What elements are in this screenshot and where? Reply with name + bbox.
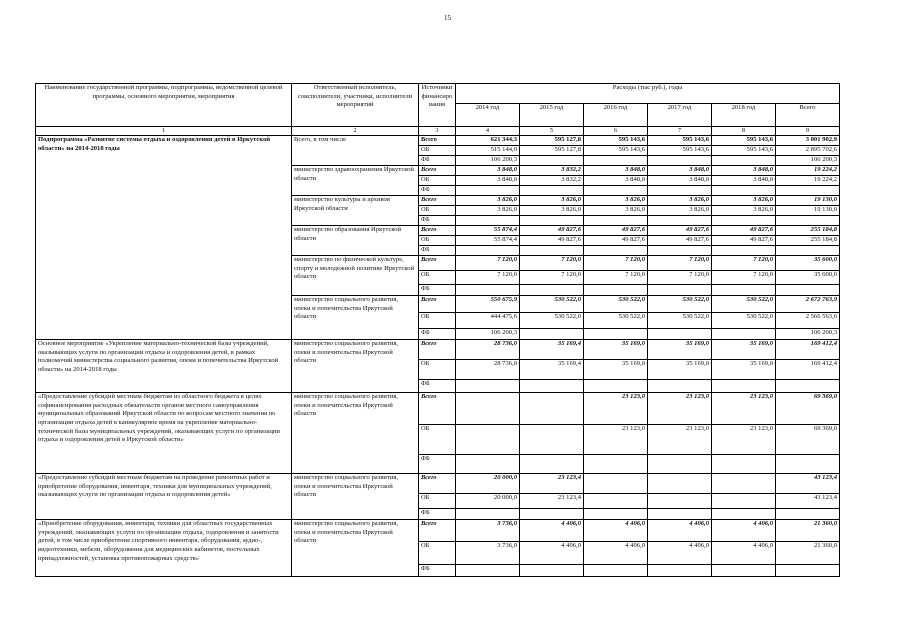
row-value — [712, 380, 776, 393]
row-value: 35 169,4 — [520, 340, 584, 360]
row-value — [456, 246, 520, 256]
row-value: 4 406,0 — [712, 520, 776, 542]
row-source: Всего — [419, 166, 456, 176]
row-value: 3 826,0 — [456, 206, 520, 216]
row-value — [648, 285, 712, 296]
row-source: ФБ — [419, 186, 456, 196]
row-value: 3 826,0 — [712, 206, 776, 216]
row-value: 3 832,2 — [520, 166, 584, 176]
row-value — [456, 186, 520, 196]
row-value: 595 143,6 — [712, 136, 776, 146]
row-responsible: министерство здравоохранения Иркутской области — [292, 166, 419, 196]
row-value — [456, 565, 520, 577]
row-value: 444 475,6 — [456, 313, 520, 329]
row-source: ОБ — [419, 206, 456, 216]
row-value: 3 826,0 — [584, 206, 648, 216]
row-value: 7 120,0 — [584, 271, 648, 285]
row-source: ОБ — [419, 176, 456, 186]
row-value: 595 143,6 — [648, 146, 712, 156]
row-value: 49 827,6 — [520, 226, 584, 236]
row-total: 19 224,2 — [776, 166, 840, 176]
row-value — [520, 156, 584, 166]
row-value: 595 143,6 — [648, 136, 712, 146]
header-source: Источники финансиро вания — [419, 84, 456, 127]
row-value: 49 827,6 — [584, 226, 648, 236]
header-year: 2016 год — [584, 104, 648, 127]
row-value — [584, 216, 648, 226]
row-value — [520, 186, 584, 196]
row-value: 49 827,6 — [648, 226, 712, 236]
row-total: 19 130,0 — [776, 196, 840, 206]
row-value: 35 169,0 — [648, 340, 712, 360]
row-value: 23 123,4 — [520, 494, 584, 509]
row-value — [648, 494, 712, 509]
row-value: 4 406,0 — [648, 542, 712, 565]
activity-name: Основное мероприятие «Укрепление материально-технической базы учреждений, оказывающих услуги по организации отдыха и оздоровления детей, в рамках полномочий министерства социального развития, опеки и попечительства Иркутской области» на 2014-2018 годы — [36, 340, 292, 393]
row-total: 21 360,0 — [776, 542, 840, 565]
row-total: 35 600,0 — [776, 256, 840, 271]
row-value — [520, 380, 584, 393]
row-source: ФБ — [419, 565, 456, 577]
row-source: ФБ — [419, 455, 456, 474]
activity-name: «Предоставление субсидий местным бюджетам из областного бюджета в целях софинансирования расходных обязательств органов местного самоуправления муниципальных образований Иркутской области по вопросам местного значения по организации отдыха детей в каникулярное время на укрепление материально-технической базы муниципальных учреждений, оказывающих услуги по организации отдыха и оздоровления детей в Иркутской области» — [36, 393, 292, 474]
row-total — [776, 246, 840, 256]
row-total — [776, 186, 840, 196]
row-value — [584, 246, 648, 256]
column-index: 6 — [584, 127, 648, 136]
row-value: 23 123,0 — [584, 425, 648, 455]
row-value: 7 120,0 — [648, 271, 712, 285]
row-value: 106 200,3 — [456, 329, 520, 340]
row-source: Всего — [419, 256, 456, 271]
row-value: 3 848,0 — [712, 176, 776, 186]
row-value — [456, 380, 520, 393]
header-year: 2018 год — [712, 104, 776, 127]
row-value: 4 406,0 — [648, 520, 712, 542]
row-source: ОБ — [419, 542, 456, 565]
column-index: 3 — [419, 127, 456, 136]
table-row — [36, 393, 840, 425]
budget-table — [35, 83, 840, 577]
row-responsible: министерство социального развития, опеки и попечительства Иркутской области — [292, 474, 419, 520]
row-source: ФБ — [419, 329, 456, 340]
row-source: ФБ — [419, 509, 456, 520]
row-source: ОБ — [419, 236, 456, 246]
row-value: 55 874,4 — [456, 236, 520, 246]
row-value: 55 874,4 — [456, 226, 520, 236]
column-index: 1 — [36, 127, 292, 136]
row-source: Всего — [419, 474, 456, 494]
column-index: 4 — [456, 127, 520, 136]
row-value: 4 406,0 — [520, 542, 584, 565]
row-total — [776, 380, 840, 393]
row-source: ОБ — [419, 313, 456, 329]
row-value: 530 522,0 — [648, 296, 712, 313]
row-value: 20 000,0 — [456, 474, 520, 494]
row-value: 49 827,6 — [648, 236, 712, 246]
row-responsible: Всего, в том числе — [292, 136, 419, 166]
row-responsible: министерство социального развития, опеки и попечительства Иркутской области — [292, 520, 419, 577]
row-value — [584, 156, 648, 166]
row-value: 515 144,0 — [456, 146, 520, 156]
row-value: 35 169,0 — [584, 360, 648, 380]
row-value: 7 120,0 — [712, 271, 776, 285]
row-value: 35 169,0 — [648, 360, 712, 380]
row-responsible: министерство социального развития, опеки и попечительства Иркутской области — [292, 340, 419, 393]
row-value: 3 826,0 — [520, 196, 584, 206]
row-value: 3 848,0 — [712, 166, 776, 176]
row-value: 35 169,0 — [712, 340, 776, 360]
row-value — [648, 380, 712, 393]
header-expenses: Расходы (тыс руб.), годы — [456, 84, 840, 104]
row-total: 69 369,0 — [776, 425, 840, 455]
row-value — [712, 156, 776, 166]
row-total: 43 123,4 — [776, 494, 840, 509]
row-value: 595 143,6 — [584, 146, 648, 156]
row-total: 69 369,0 — [776, 393, 840, 425]
row-source: Всего — [419, 393, 456, 425]
row-value: 35 169,0 — [712, 360, 776, 380]
row-value: 3 736,0 — [456, 520, 520, 542]
row-value — [648, 156, 712, 166]
row-value — [520, 393, 584, 425]
row-value: 7 120,0 — [520, 271, 584, 285]
row-value: 3 826,0 — [712, 196, 776, 206]
column-index: 5 — [520, 127, 584, 136]
row-value: 4 406,0 — [584, 542, 648, 565]
row-value: 4 406,0 — [712, 542, 776, 565]
row-value — [648, 455, 712, 474]
row-source: ОБ — [419, 360, 456, 380]
row-value — [520, 565, 584, 577]
row-value — [456, 509, 520, 520]
row-value — [584, 186, 648, 196]
row-value — [648, 474, 712, 494]
row-value — [712, 246, 776, 256]
row-value — [456, 425, 520, 455]
row-value: 49 827,6 — [520, 236, 584, 246]
page-number: 15 — [444, 14, 451, 22]
column-index: 8 — [712, 127, 776, 136]
row-source: ФБ — [419, 246, 456, 256]
row-source: ОБ — [419, 271, 456, 285]
row-value: 530 522,0 — [584, 296, 648, 313]
row-value — [712, 285, 776, 296]
row-value — [648, 246, 712, 256]
row-value: 7 120,0 — [712, 256, 776, 271]
row-source: Всего — [419, 296, 456, 313]
row-value — [520, 216, 584, 226]
row-total: 2 895 702,6 — [776, 146, 840, 156]
subprogram-name: Подпрограмма «Развитие системы отдыха и оздоровления детей в Иркутской области» на 2014-2018 годы — [36, 136, 292, 340]
row-total: 106 200,3 — [776, 329, 840, 340]
activity-name: «Предоставление субсидий местным бюджетам на проведение ремонтных работ и приобретение оборудования, инвентаря, техники для муниципальных учреждений, оказывающих услуги по организации отдыха и оздоровления детей» — [36, 474, 292, 520]
row-responsible: министерство образования Иркутской области — [292, 226, 419, 256]
row-value — [456, 216, 520, 226]
row-total: 19 130,0 — [776, 206, 840, 216]
row-source: Всего — [419, 340, 456, 360]
row-total — [776, 455, 840, 474]
row-value: 4 406,0 — [584, 520, 648, 542]
row-total — [776, 285, 840, 296]
row-value: 530 522,0 — [584, 313, 648, 329]
row-value — [648, 565, 712, 577]
row-value — [584, 494, 648, 509]
row-value — [712, 216, 776, 226]
row-value — [520, 329, 584, 340]
header-year: 2014 год — [456, 104, 520, 127]
column-index: 7 — [648, 127, 712, 136]
row-value: 106 200,3 — [456, 156, 520, 166]
row-value: 28 736,0 — [456, 340, 520, 360]
row-value — [520, 285, 584, 296]
row-value — [712, 509, 776, 520]
row-value: 3 826,0 — [648, 206, 712, 216]
row-value — [584, 455, 648, 474]
row-value — [520, 246, 584, 256]
header-responsible: Ответственный исполнитель, соисполнители, участники, исполнители мероприятий — [292, 84, 419, 127]
table-row — [36, 136, 840, 146]
row-value: 530 522,0 — [520, 296, 584, 313]
row-value: 3 848,0 — [456, 176, 520, 186]
row-value: 530 522,0 — [648, 313, 712, 329]
row-value — [584, 329, 648, 340]
row-source: Всего — [419, 136, 456, 146]
row-value: 7 120,0 — [456, 271, 520, 285]
row-value — [712, 474, 776, 494]
activity-name: «Приобретение оборудования, инвентаря, техники для областных государственных учреждений, оказывающих услуги по организации отдыха, оздоровления и занятости детей, в том числе приобретение спортивного инвентаря, оборудования, аудио-, видеотехники, мебели, оборудования для медицинских кабинетов, постельных принадлежностей, установка противопожарных средств» — [36, 520, 292, 577]
row-value: 530 522,0 — [712, 313, 776, 329]
row-source: ФБ — [419, 285, 456, 296]
row-value: 23 123,4 — [520, 474, 584, 494]
header-total: Всего — [776, 104, 840, 127]
row-value: 23 123,0 — [712, 425, 776, 455]
row-value: 595 143,6 — [712, 146, 776, 156]
row-value: 49 827,6 — [712, 226, 776, 236]
row-value — [648, 509, 712, 520]
row-total: 255 184,8 — [776, 226, 840, 236]
column-index: 2 — [292, 127, 419, 136]
row-value: 3 832,2 — [520, 176, 584, 186]
row-value — [584, 380, 648, 393]
row-source: Всего — [419, 196, 456, 206]
row-total: 2 672 763,9 — [776, 296, 840, 313]
row-value — [456, 393, 520, 425]
row-total: 255 184,8 — [776, 236, 840, 246]
row-value: 595 143,6 — [584, 136, 648, 146]
row-total: 2 566 563,6 — [776, 313, 840, 329]
row-value: 7 120,0 — [648, 256, 712, 271]
row-value — [648, 329, 712, 340]
row-total: 106 200,3 — [776, 156, 840, 166]
row-value: 35 169,0 — [584, 340, 648, 360]
row-total — [776, 216, 840, 226]
row-value — [520, 425, 584, 455]
row-value: 7 120,0 — [456, 256, 520, 271]
row-value — [584, 509, 648, 520]
column-index: 9 — [776, 127, 840, 136]
row-value: 3 826,0 — [520, 206, 584, 216]
row-value — [712, 494, 776, 509]
row-total — [776, 565, 840, 577]
row-total: 19 224,2 — [776, 176, 840, 186]
row-responsible: министерство социального развития, опеки и попечительства Иркутской области — [292, 393, 419, 474]
row-total: 3 001 902,9 — [776, 136, 840, 146]
row-value — [520, 455, 584, 474]
row-value: 3 848,0 — [584, 176, 648, 186]
row-value: 3 848,0 — [648, 176, 712, 186]
row-value: 3 736,0 — [456, 542, 520, 565]
row-value — [648, 216, 712, 226]
row-value — [584, 565, 648, 577]
row-total: 35 600,0 — [776, 271, 840, 285]
row-value: 23 123,0 — [584, 393, 648, 425]
row-value: 3 848,0 — [648, 166, 712, 176]
header-year: 2017 год — [648, 104, 712, 127]
row-source: Всего — [419, 226, 456, 236]
row-value: 530 522,0 — [712, 296, 776, 313]
row-value: 530 522,0 — [520, 313, 584, 329]
row-value — [456, 455, 520, 474]
table-row — [36, 340, 840, 360]
row-value: 23 123,0 — [648, 425, 712, 455]
index-row — [36, 127, 840, 136]
row-value — [648, 186, 712, 196]
row-value — [712, 565, 776, 577]
row-value: 20 000,0 — [456, 494, 520, 509]
row-value: 7 120,0 — [584, 256, 648, 271]
row-value: 49 827,6 — [584, 236, 648, 246]
row-value: 3 848,0 — [456, 166, 520, 176]
row-source: ОБ — [419, 425, 456, 455]
row-value — [456, 285, 520, 296]
row-value — [520, 509, 584, 520]
row-value: 550 675,9 — [456, 296, 520, 313]
row-total: 21 360,0 — [776, 520, 840, 542]
row-value: 3 848,0 — [584, 166, 648, 176]
row-value — [712, 186, 776, 196]
row-value — [584, 285, 648, 296]
row-value: 23 123,0 — [712, 393, 776, 425]
row-value: 3 826,0 — [456, 196, 520, 206]
row-value: 4 406,0 — [520, 520, 584, 542]
row-total — [776, 509, 840, 520]
row-source: ОБ — [419, 146, 456, 156]
row-value: 49 827,6 — [712, 236, 776, 246]
row-value: 3 826,0 — [648, 196, 712, 206]
header-name: Наименование государственной программы, подпрограммы, ведомственной целевой программы, основного мероприятия, мероприятия — [36, 84, 292, 127]
row-source: ФБ — [419, 216, 456, 226]
row-value: 595 127,8 — [520, 136, 584, 146]
row-value — [712, 329, 776, 340]
row-total: 169 412,4 — [776, 340, 840, 360]
row-value — [584, 474, 648, 494]
row-source: ОБ — [419, 494, 456, 509]
row-total: 43 123,4 — [776, 474, 840, 494]
row-value: 23 123,0 — [648, 393, 712, 425]
row-value — [712, 455, 776, 474]
row-value: 3 826,0 — [584, 196, 648, 206]
row-value: 35 169,4 — [520, 360, 584, 380]
row-responsible: министерство по физической культуре, спорту и молодежной политике Иркутской области — [292, 256, 419, 296]
header-year: 2015 год — [520, 104, 584, 127]
row-source: ФБ — [419, 156, 456, 166]
row-responsible: министерство культуры и архивов Иркутской области — [292, 196, 419, 226]
row-responsible: министерство социального развития, опеки и попечительства Иркутской области — [292, 296, 419, 340]
table-row — [36, 520, 840, 542]
table-row — [36, 474, 840, 494]
row-value: 621 344,3 — [456, 136, 520, 146]
row-source: ФБ — [419, 380, 456, 393]
row-value: 595 127,8 — [520, 146, 584, 156]
row-source: Всего — [419, 520, 456, 542]
row-total: 169 412,4 — [776, 360, 840, 380]
row-value: 28 736,0 — [456, 360, 520, 380]
row-value: 7 120,0 — [520, 256, 584, 271]
